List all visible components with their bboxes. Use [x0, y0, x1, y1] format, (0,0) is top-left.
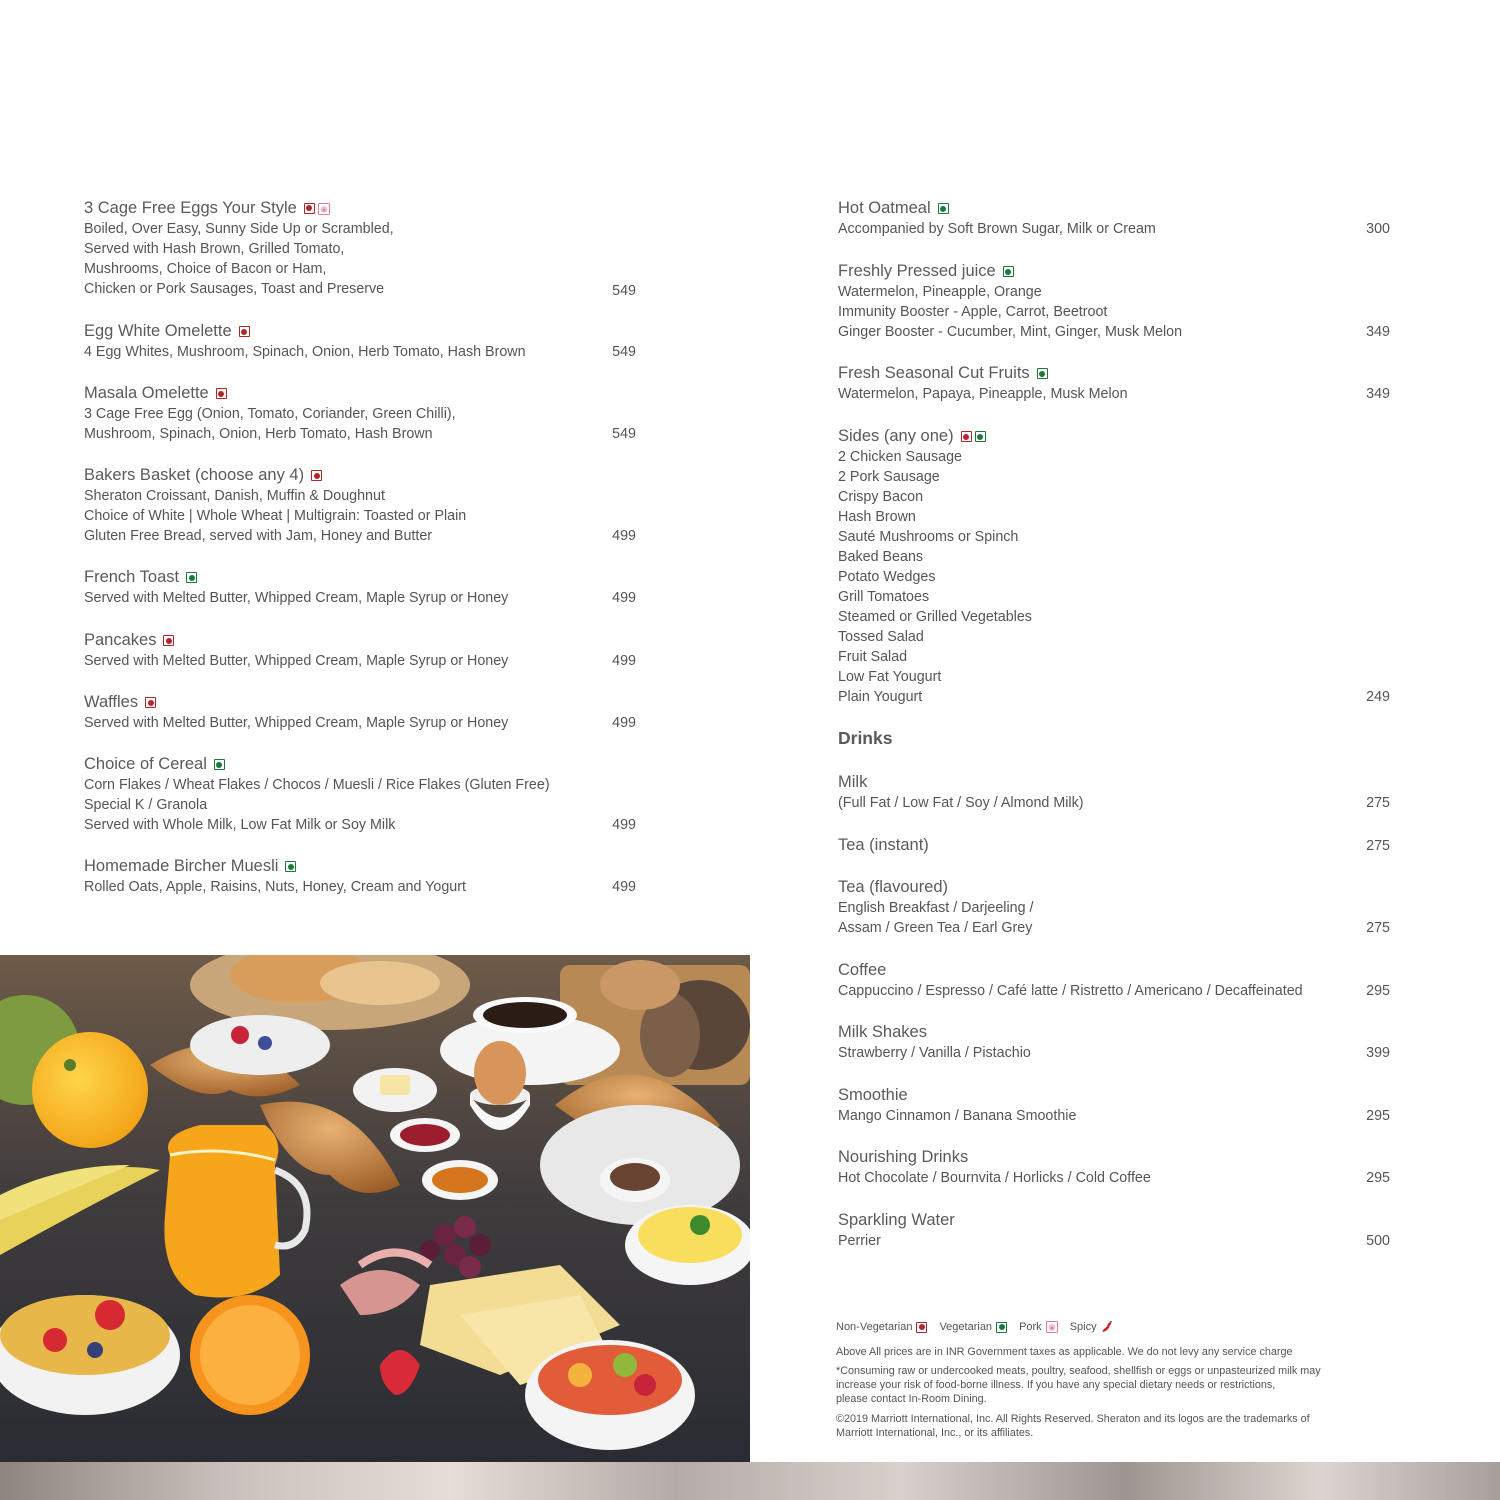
item-name: Masala Omelette: [84, 384, 209, 402]
legend-pork-label: Pork: [1019, 1321, 1042, 1333]
item-name: Milk: [838, 773, 868, 791]
item-name: Waffles: [84, 693, 139, 711]
item-price: 295: [1366, 1170, 1390, 1186]
item-name: Egg White Omelette: [84, 322, 232, 340]
item-price: 275: [1366, 795, 1390, 811]
veg-icon: [938, 203, 949, 214]
item-desc: Served with Melted Butter, Whipped Cream, Maple Syrup or Honey: [84, 653, 509, 669]
item-price: 295: [1366, 1108, 1390, 1124]
menu-item: [838, 261, 1390, 342]
tax-note: Above All prices are in INR Government taxes as applicable. We do not levy any service charge: [836, 1346, 1293, 1358]
item-desc: 2 Chicken Sausage: [838, 449, 962, 465]
item-desc: Watermelon, Papaya, Pineapple, Musk Melon: [838, 386, 1128, 402]
item-desc: English Breakfast / Darjeeling /: [838, 900, 1034, 916]
veg-icon: [1003, 266, 1014, 277]
item-desc: Baked Beans: [838, 549, 924, 565]
note-line: please contact In-Room Dining.: [836, 1393, 987, 1405]
non-veg-icon: [239, 326, 250, 337]
menu-item: [838, 426, 1390, 707]
legend-nonveg-label: Non-Vegetarian: [836, 1321, 913, 1333]
item-name: Pancakes: [84, 631, 157, 649]
menu-item: [838, 835, 1390, 856]
drinks-heading: Drinks: [838, 728, 893, 748]
item-price: 249: [1366, 689, 1390, 705]
item-desc: Special K / Granola: [84, 797, 208, 813]
item-desc: Low Fat Yougurt: [838, 669, 942, 685]
item-desc: Accompanied by Soft Brown Sugar, Milk or Cream: [838, 221, 1156, 237]
item-name: Coffee: [838, 961, 887, 979]
item-name: Bakers Basket (choose any 4): [84, 466, 305, 484]
item-name: Fresh Seasonal Cut Fruits: [838, 364, 1030, 382]
menu-item: [838, 198, 1390, 239]
item-desc: 3 Cage Free Egg (Onion, Tomato, Coriander, Green Chilli),: [84, 406, 456, 422]
item-desc: Watermelon, Pineapple, Orange: [838, 284, 1042, 300]
item-name: Smoothie: [838, 1086, 908, 1104]
item-name: Nourishing Drinks: [838, 1148, 969, 1166]
item-price: 300: [1366, 221, 1390, 237]
note-line: *Consuming raw or undercooked meats, poultry, seafood, shellfish or eggs or unpasteurized milk may: [836, 1365, 1321, 1377]
menu-item: [84, 321, 636, 362]
dietary-legend: [836, 1321, 1113, 1333]
item-desc: Ginger Booster - Cucumber, Mint, Ginger, Musk Melon: [838, 324, 1183, 340]
veg-icon: [1037, 368, 1048, 379]
item-desc: Mushroom, Spinach, Onion, Herb Tomato, Hash Brown: [84, 426, 433, 442]
item-desc: Chicken or Pork Sausages, Toast and Preserve: [84, 281, 385, 297]
item-price: 499: [612, 817, 636, 833]
item-desc: Sheraton Croissant, Danish, Muffin & Doughnut: [84, 488, 385, 504]
chili-icon: [1101, 1321, 1113, 1333]
note-line: ©2019 Marriott International, Inc. All Rights Reserved. Sheraton and its logos are the trademarks of: [836, 1413, 1310, 1425]
veg-icon: [214, 759, 225, 770]
menu-item: [84, 754, 636, 835]
menu-item: [84, 198, 636, 301]
item-desc: 4 Egg Whites, Mushroom, Spinach, Onion, Herb Tomato, Hash Brown: [84, 344, 526, 360]
veg-icon: [186, 572, 197, 583]
menu-item: [84, 692, 636, 733]
item-price: 295: [1366, 983, 1390, 999]
menu-item: [84, 630, 636, 671]
menu-item: [84, 383, 636, 444]
item-desc: Corn Flakes / Wheat Flakes / Chocos / Muesli / Rice Flakes (Gluten Free): [84, 777, 550, 793]
item-name: Freshly Pressed juice: [838, 262, 996, 280]
non-veg-icon: [311, 470, 322, 481]
item-desc: Cappuccino / Espresso / Café latte / Ristretto / Americano / Decaffeinated: [838, 983, 1303, 999]
non-veg-icon: [145, 697, 156, 708]
item-desc: Gluten Free Bread, served with Jam, Honey and Butter: [84, 528, 433, 544]
item-desc: Plain Yougurt: [838, 689, 923, 705]
non-veg-icon: [916, 1322, 927, 1333]
item-desc: Boiled, Over Easy, Sunny Side Up or Scrambled,: [84, 221, 394, 237]
item-desc: Mushrooms, Choice of Bacon or Ham,: [84, 261, 327, 277]
item-name: Choice of Cereal: [84, 755, 207, 773]
non-veg-icon: [961, 431, 972, 442]
item-price: 549: [612, 426, 636, 442]
pork-icon: [318, 203, 330, 215]
item-name: Tea (flavoured): [838, 878, 949, 896]
item-name: Homemade Bircher Muesli: [84, 857, 279, 875]
veg-icon: [996, 1322, 1007, 1333]
item-desc: Crispy Bacon: [838, 489, 924, 505]
menu-item: [84, 856, 636, 897]
item-name: Sparkling Water: [838, 1211, 955, 1229]
menu-item: [84, 567, 636, 608]
item-price: 499: [612, 528, 636, 544]
item-desc: Grill Tomatoes: [838, 589, 930, 605]
item-price: 499: [612, 653, 636, 669]
item-desc: Mango Cinnamon / Banana Smoothie: [838, 1108, 1077, 1124]
footer-gradient-bar: [0, 1462, 1500, 1500]
item-price: 549: [612, 344, 636, 360]
veg-icon: [975, 431, 986, 442]
item-desc: Perrier: [838, 1233, 881, 1249]
item-desc: Hash Brown: [838, 509, 916, 525]
menu-item: [838, 363, 1390, 404]
breakfast-menu-right: [838, 198, 1390, 1251]
item-price: 499: [612, 879, 636, 895]
note-line: Marriott International, Inc., or its affiliates.: [836, 1427, 1034, 1439]
item-desc: Assam / Green Tea / Earl Grey: [838, 920, 1033, 936]
health-warning: [836, 1364, 1376, 1406]
item-price: 499: [612, 590, 636, 606]
menu-item: [838, 1085, 1390, 1126]
menu-item: [838, 1147, 1390, 1188]
item-desc: Hot Chocolate / Bournvita / Horlicks / Cold Coffee: [838, 1170, 1151, 1186]
veg-icon: [285, 861, 296, 872]
item-price: 275: [1366, 920, 1390, 936]
item-price: 399: [1366, 1045, 1390, 1061]
item-desc: Immunity Booster - Apple, Carrot, Beetroot: [838, 304, 1108, 320]
item-desc: (Full Fat / Low Fat / Soy / Almond Milk): [838, 795, 1084, 811]
menu-item: [838, 960, 1390, 1001]
item-name: French Toast: [84, 568, 180, 586]
item-name: Tea (instant): [838, 836, 929, 854]
item-price: 275: [1366, 838, 1390, 854]
non-veg-icon: [304, 203, 315, 214]
item-name: Milk Shakes: [838, 1023, 927, 1041]
item-name: Sides (any one): [838, 427, 954, 445]
item-price: 349: [1366, 386, 1390, 402]
non-veg-icon: [216, 388, 227, 399]
item-desc: Served with Melted Butter, Whipped Cream, Maple Syrup or Honey: [84, 590, 509, 606]
item-price: 499: [612, 715, 636, 731]
item-desc: Rolled Oats, Apple, Raisins, Nuts, Honey, Cream and Yogurt: [84, 879, 466, 895]
item-price: 500: [1366, 1233, 1390, 1249]
note-line: increase your risk of food-borne illness. If you have any special dietary needs or restrictions,: [836, 1379, 1276, 1391]
item-desc: Sauté Mushrooms or Spinch: [838, 529, 1019, 545]
breakfast-menu-left: [84, 198, 636, 897]
pork-icon: [1046, 1321, 1058, 1333]
item-price: 549: [612, 283, 636, 299]
item-desc: 2 Pork Sausage: [838, 469, 940, 485]
item-desc: Served with Hash Brown, Grilled Tomato,: [84, 241, 345, 257]
item-name: 3 Cage Free Eggs Your Style: [84, 199, 297, 217]
menu-item: [838, 1022, 1390, 1063]
menu-item: [838, 877, 1390, 938]
item-desc: Steamed or Grilled Vegetables: [838, 609, 1032, 625]
legend-spicy-label: Spicy: [1069, 1321, 1097, 1333]
item-desc: Potato Wedges: [838, 569, 936, 585]
menu-item: [838, 772, 1390, 813]
item-desc: Fruit Salad: [838, 649, 908, 665]
legend-veg-label: Vegetarian: [939, 1321, 993, 1333]
non-veg-icon: [163, 635, 174, 646]
menu-item: [838, 1210, 1390, 1251]
item-price: 349: [1366, 324, 1390, 340]
breakfast-spread-photo: [0, 955, 750, 1462]
copyright-note: [836, 1412, 1376, 1440]
item-desc: Served with Melted Butter, Whipped Cream, Maple Syrup or Honey: [84, 715, 509, 731]
item-desc: Tossed Salad: [838, 629, 924, 645]
menu-item: [84, 465, 636, 546]
item-desc: Served with Whole Milk, Low Fat Milk or Soy Milk: [84, 817, 396, 833]
item-desc: Strawberry / Vanilla / Pistachio: [838, 1045, 1031, 1061]
item-name: Hot Oatmeal: [838, 199, 931, 217]
item-desc: Choice of White | Whole Wheat | Multigrain: Toasted or Plain: [84, 508, 467, 524]
